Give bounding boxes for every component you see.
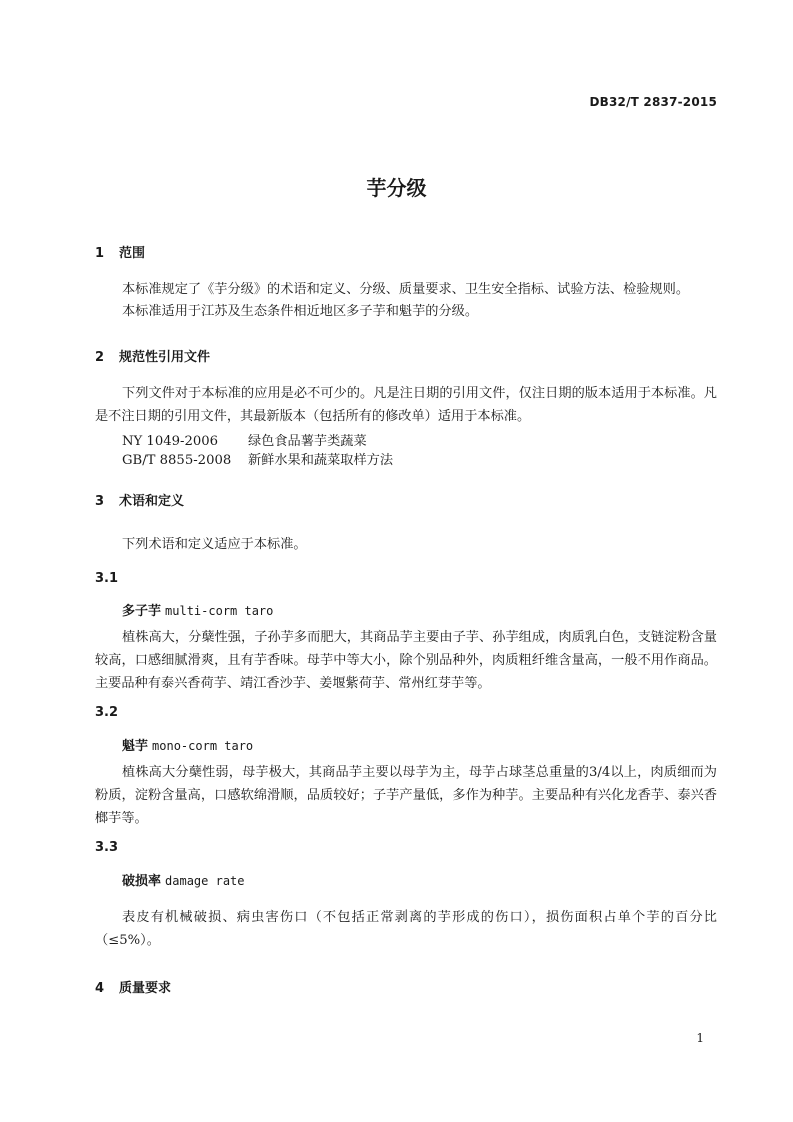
term-heading	[122, 735, 253, 754]
term-heading	[122, 600, 273, 619]
reference-code: NY 1049-2006	[122, 434, 219, 449]
section-number: 4	[95, 981, 105, 996]
section-number: 3	[95, 494, 105, 509]
reference-title: 新鲜水果和蔬菜取样方法	[248, 453, 394, 468]
normative-refs-paragraph: 下列文件对于本标准的应用是必不可少的。凡是注日期的引用文件，仅注日期的版本适用于本标准。凡是不注日期的引用文件，其最新版本（包括所有的修改单）适用于本标准。	[95, 386, 717, 424]
term-cn: 破损率	[122, 874, 162, 889]
reference-item	[122, 449, 393, 468]
section-1-heading	[95, 242, 145, 261]
reference-title: 绿色食品薯芋类蔬菜	[248, 434, 367, 449]
section-title: 范围	[119, 246, 146, 261]
term-cn: 多子芋	[122, 604, 162, 619]
reference-item	[122, 430, 367, 449]
term-definition: 植株高大，分蘖性强，子孙芋多而肥大，其商品芋主要由子芋、孙芋组成，肉质乳白色，支链淀粉含量较高，口感细腻滑爽，且有芋香味。母芋中等大小，除个别品种外，肉质粗纤维含量高，一般不用作商品。主要品种有泰兴香荷芋、靖江香沙芋、姜堰紫荷芋、常州红芽芋等。	[95, 630, 717, 691]
reference-code: GB/T 8855-2008	[122, 453, 232, 468]
section-title: 术语和定义	[119, 494, 185, 509]
document-title: 芋分级	[366, 176, 427, 200]
section-2-heading	[95, 346, 210, 365]
standard-code: DB32/T 2837-2015	[589, 95, 717, 109]
terms-intro: 下列术语和定义适应于本标准。	[122, 537, 307, 552]
section-3-heading	[95, 490, 184, 509]
scope-paragraph-1: 本标准规定了《芋分级》的术语和定义、分级、质量要求、卫生安全指标、试验方法、检验规则。	[122, 282, 690, 297]
section-4-heading	[95, 977, 171, 996]
term-number: 3.2	[95, 705, 119, 720]
term-number: 3.1	[95, 571, 119, 586]
term-en: multi-corm taro	[165, 604, 274, 618]
section-number: 2	[95, 350, 105, 365]
term-en: damage rate	[165, 874, 245, 888]
section-title: 质量要求	[119, 981, 172, 996]
section-title: 规范性引用文件	[119, 350, 211, 365]
term-en: mono-corm taro	[152, 739, 254, 753]
section-number: 1	[95, 246, 105, 261]
term-cn: 魁芋	[122, 739, 149, 754]
page-number: 1	[696, 1031, 704, 1045]
term-number: 3.3	[95, 840, 119, 855]
term-definition: 表皮有机械破损、病虫害伤口（不包括正常剥离的芋形成的伤口），损伤面积占单个芋的百分比（≤5%）。	[95, 910, 717, 948]
term-definition: 植株高大分蘖性弱，母芋极大，其商品芋主要以母芋为主，母芋占球茎总重量的3/4以上，肉质细而为粉质，淀粉含量高，口感软绵滑顺，品质较好；子芋产量低，多作为种芋。主要品种有兴化龙香芋、泰兴香榔芋等。	[95, 765, 717, 826]
scope-paragraph-2: 本标准适用于江苏及生态条件相近地区多子芋和魁芋的分级。	[122, 304, 479, 319]
term-heading	[122, 870, 245, 889]
